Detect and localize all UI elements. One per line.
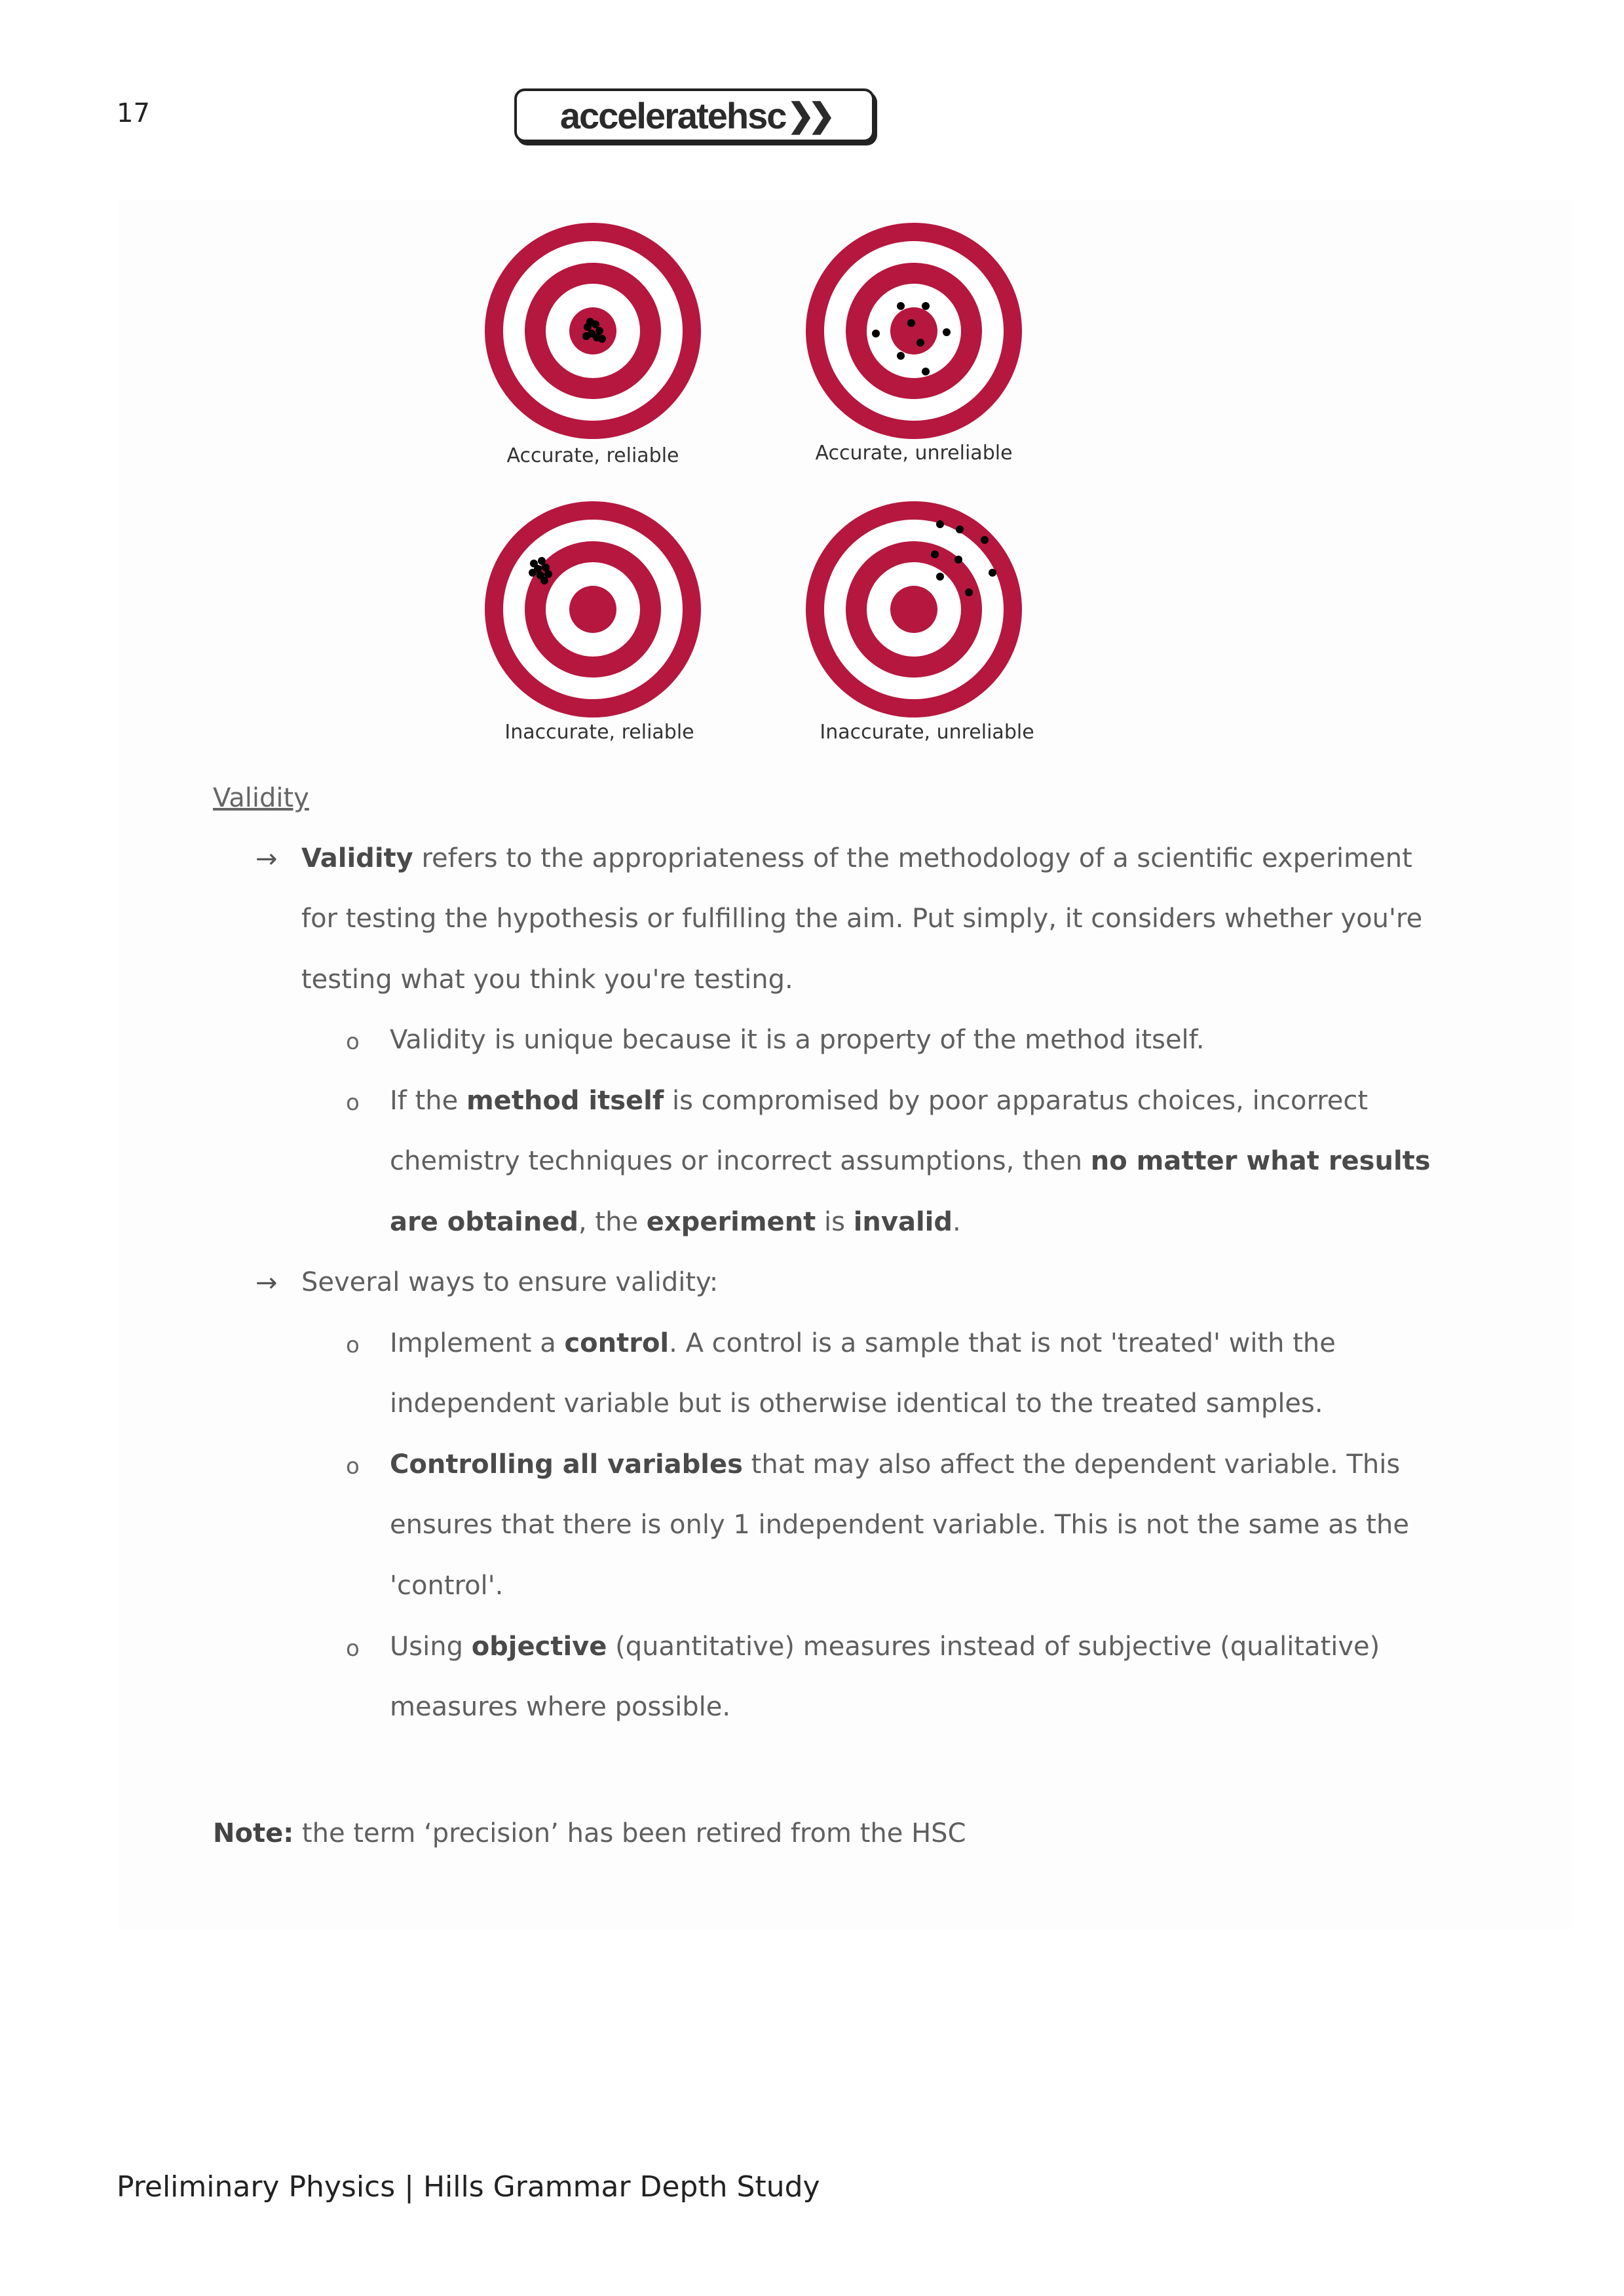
validity-definition-line-3: testing what you think you're testing.: [301, 965, 793, 995]
bold-term: control: [564, 1328, 670, 1358]
caption-inaccurate-unreliable: Inaccurate, unreliable: [820, 721, 1034, 744]
circle-bullet-icon: o: [346, 1332, 360, 1358]
caption-inaccurate-reliable: Inaccurate, reliable: [504, 721, 694, 744]
circle-bullet-icon: o: [346, 1090, 360, 1116]
validity-definition-line-2: for testing the hypothesis or fulfilling the aim. Put simply, it considers whether you're: [301, 904, 1423, 934]
caption-accurate-unreliable: Accurate, unreliable: [815, 442, 1013, 465]
text-run: that may also affect the dependent variable. This: [742, 1449, 1401, 1480]
double-chevron-icon: ❯❯: [787, 97, 829, 134]
text-run: Using: [390, 1632, 472, 1662]
sub-point-compromised-line-2: [390, 1145, 1431, 1177]
note-text: the term ‘precision’ has been retired from the HSC: [293, 1818, 966, 1848]
text-run: .: [953, 1207, 961, 1237]
brand-logo: [514, 88, 875, 142]
caption-accurate-reliable: Accurate, reliable: [506, 444, 679, 467]
page-footer: Preliminary Physics | Hills Grammar Depth Study: [117, 2170, 820, 2204]
bold-term: are obtained: [390, 1207, 578, 1237]
text-run: , the: [578, 1207, 647, 1237]
text-run: is compromised by poor apparatus choices, incorrect: [664, 1086, 1369, 1116]
arrow-bullet-icon: →: [255, 1268, 278, 1298]
text-run: chemistry techniques or incorrect assumptions, then: [390, 1146, 1091, 1176]
arrow-bullet-icon: →: [255, 844, 278, 874]
way-variables-line-3: 'control'.: [390, 1571, 504, 1601]
text-run: If the: [390, 1086, 466, 1116]
text-run: is: [816, 1207, 854, 1237]
text-run: . A control is a sample that is not 'treated' with the: [669, 1328, 1336, 1358]
target-inaccurate-reliable: [485, 501, 701, 718]
circle-bullet-icon: o: [346, 1029, 360, 1055]
way-control-line-1: [390, 1328, 1336, 1359]
precision-note: [213, 1818, 966, 1848]
way-variables-line-2: ensures that there is only 1 independent variable. This is not the same as the: [390, 1510, 1409, 1540]
way-objective-line-1: [390, 1631, 1380, 1662]
ways-to-ensure-validity: Several ways to ensure validity:: [301, 1267, 719, 1297]
text-run: refers to the appropriateness of the methodology of a scientific experiment: [413, 843, 1412, 873]
bold-term: objective: [471, 1632, 607, 1662]
logo-text: acceleratehsc: [559, 94, 786, 136]
way-variables-line-1: [390, 1449, 1400, 1480]
page-number: 17: [117, 98, 150, 128]
text-run: (quantitative) measures instead of subjective (qualitative): [607, 1632, 1380, 1662]
target-accurate-unreliable: [806, 223, 1022, 439]
sub-point-compromised-line-1: [390, 1085, 1368, 1117]
bold-term: invalid: [853, 1207, 953, 1237]
bold-term: no matter what results: [1090, 1146, 1431, 1176]
text-run: Implement a: [390, 1328, 565, 1358]
bold-term: Validity: [301, 843, 413, 873]
note-label: Note:: [213, 1818, 294, 1848]
target-accurate-reliable: [485, 223, 701, 439]
section-heading-validity: Validity: [213, 783, 309, 813]
accuracy-reliability-figure: [485, 220, 1061, 763]
sub-point-unique: Validity is unique because it is a property of the method itself.: [390, 1025, 1205, 1055]
validity-definition-line-1: [301, 843, 1412, 874]
circle-bullet-icon: o: [346, 1636, 360, 1662]
bold-term: experiment: [646, 1207, 816, 1237]
way-control-line-2: independent variable but is otherwise identical to the treated samples.: [390, 1388, 1323, 1419]
target-inaccurate-unreliable: [806, 501, 1022, 718]
way-objective-line-2: measures where possible.: [390, 1692, 731, 1722]
bold-term: method itself: [466, 1086, 664, 1116]
sub-point-compromised-line-3: [390, 1206, 961, 1238]
bold-term: Controlling all variables: [390, 1449, 743, 1480]
circle-bullet-icon: o: [346, 1453, 360, 1480]
